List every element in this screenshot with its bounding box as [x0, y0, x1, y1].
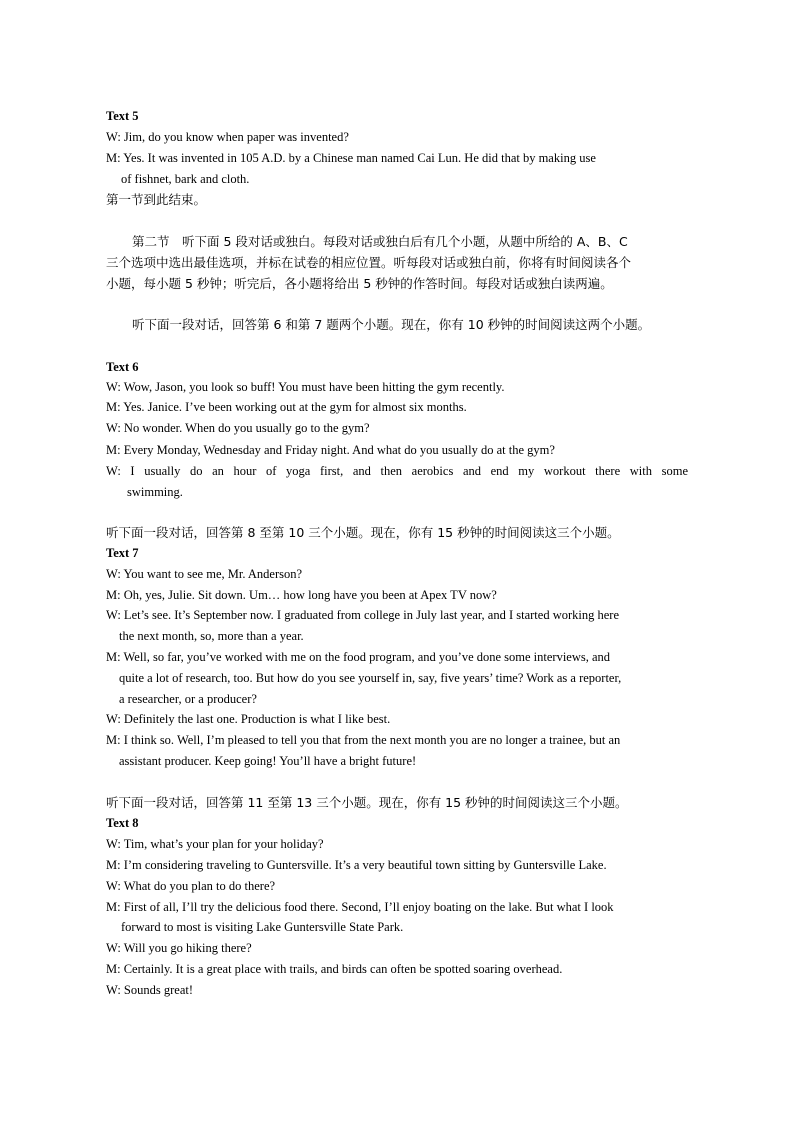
text8-line: M: First of all, I’ll try the delicious food there. Second, I’ll enjoy boating on the lake. But what I look	[106, 900, 614, 914]
text8-line: M: Certainly. It is a great place with trails, and birds can often be spotted soaring overhead.	[106, 962, 563, 976]
text8-line: W: Tim, what’s your plan for your holiday?	[106, 837, 324, 851]
text7-line: assistant producer. Keep going! You’ll have a bright future!	[119, 754, 417, 768]
text5-line: W: Jim, do you know when paper was invented?	[106, 130, 349, 144]
text8-heading: Text 8	[106, 816, 139, 830]
text5-line: of fishnet, bark and cloth.	[121, 172, 250, 186]
text7-line: M: I think so. Well, I’m pleased to tell you that from the next month you are no longer a trainee, but an	[106, 733, 621, 747]
text5-line: M: Yes. It was invented in 105 A.D. by a Chinese man named Cai Lun. He did that by making use	[106, 151, 596, 165]
text7-line: a researcher, or a producer?	[119, 692, 257, 706]
instruction-7: 听下面一段对话，回答第 8 至第 10 三个小题。现在，你有 15 秒钟的时间阅读这三个小题。	[106, 525, 620, 540]
text6-line: W: I usually do an hour of yoga first, and then aerobics and end my workout there with some	[106, 464, 688, 478]
text7-line: M: Well, so far, you’ve worked with me on the food program, and you’ve done some interviews, and	[106, 650, 611, 664]
text6-heading: Text 6	[106, 360, 139, 374]
text6-line: W: Wow, Jason, you look so buff! You must have been hitting the gym recently.	[106, 380, 505, 394]
text6-line: M: Yes. Janice. I’ve been working out at the gym for almost six months.	[106, 400, 467, 414]
text6-line: swimming.	[127, 485, 183, 499]
section2-line: 小题，每小题 5 秒钟；听完后，各小题将给出 5 秒钟的作答时间。每段对话或独白读两遍。	[106, 276, 613, 291]
instruction-8: 听下面一段对话，回答第 11 至第 13 三个小题。现在，你有 15 秒钟的时间阅读这三个小题。	[106, 795, 628, 810]
text8-line: W: Sounds great!	[106, 983, 194, 997]
text5-heading: Text 5	[106, 109, 139, 123]
text7-line: the next month, so, more than a year.	[119, 629, 304, 643]
text7-line: W: Let’s see. It’s September now. I graduated from college in July last year, and I started working here	[106, 608, 619, 622]
instruction-6: 听下面一段对话，回答第 6 和第 7 题两个小题。现在，你有 10 秒钟的时间阅读这两个小题。	[132, 317, 651, 332]
text7-line: W: Definitely the last one. Production is what I like best.	[106, 712, 391, 726]
text7-line: W: You want to see me, Mr. Anderson?	[106, 567, 303, 581]
text8-line: forward to most is visiting Lake Guntersville State Park.	[121, 920, 404, 934]
text6-line: W: No wonder. When do you usually go to the gym?	[106, 421, 370, 435]
text8-line: W: What do you plan to do there?	[106, 879, 276, 893]
section2-line: 三个选项中选出最佳选项，并标在试卷的相应位置。听每段对话或独白前，你将有时间阅读各个	[106, 255, 632, 270]
section2-line: 第二节 听下面 5 段对话或独白。每段对话或独白后有几个小题，从题中所给的 A、B、C	[132, 234, 628, 249]
section-end-note: 第一节到此结束。	[106, 192, 207, 207]
text7-heading: Text 7	[106, 546, 139, 560]
text6-line: M: Every Monday, Wednesday and Friday night. And what do you usually do at the gym?	[106, 443, 555, 457]
text8-line: M: I’m considering traveling to Guntersville. It’s a very beautiful town sitting by Guntersville Lake.	[106, 858, 607, 872]
text7-line: M: Oh, yes, Julie. Sit down. Um… how long have you been at Apex TV now?	[106, 588, 497, 602]
text7-line: quite a lot of research, too. But how do you see yourself in, say, five years’ time? Work as a reporter,	[119, 671, 622, 685]
text8-line: W: Will you go hiking there?	[106, 941, 252, 955]
